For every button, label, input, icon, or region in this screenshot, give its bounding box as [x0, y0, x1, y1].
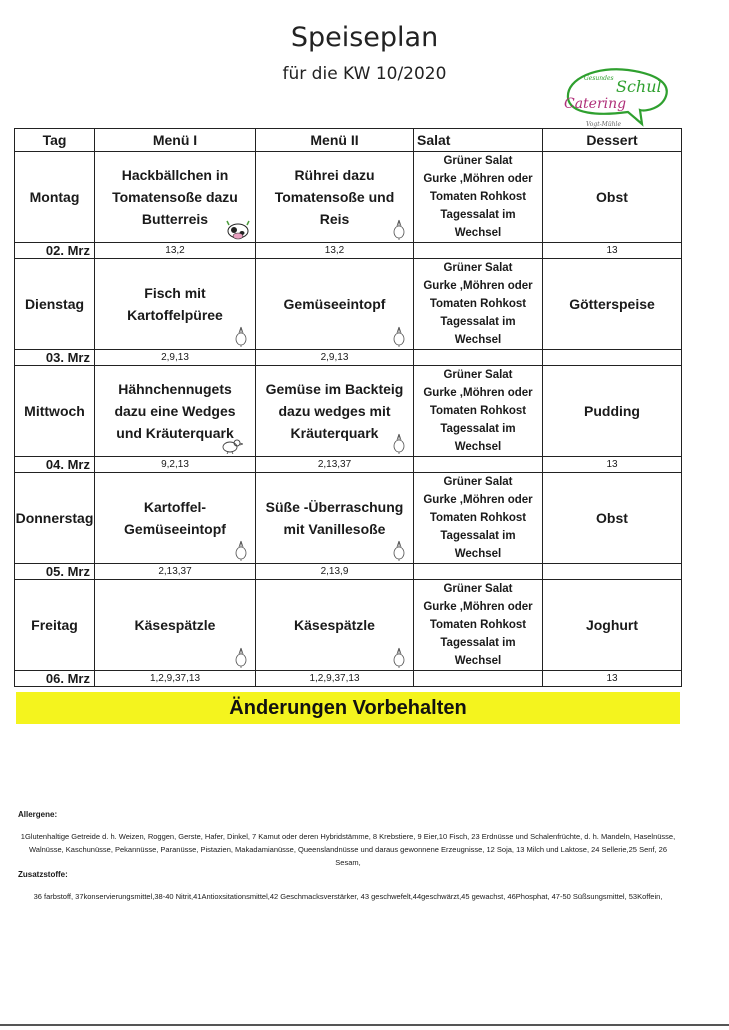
- menu2-allergen-codes: 2,13,37: [256, 457, 414, 473]
- salat-line: Wechsel: [454, 548, 502, 560]
- allergen-label: Allergene:: [18, 810, 58, 819]
- salat-cell: [414, 366, 543, 457]
- salat-line: Gurke ,Möhren oder: [423, 494, 533, 506]
- codes-row: [15, 671, 682, 687]
- salat-cell: [414, 152, 543, 243]
- menu2-line: Käsespätzle: [294, 617, 375, 633]
- salat-line: Wechsel: [454, 655, 502, 667]
- salat-line: Grüner Salat: [443, 476, 513, 488]
- salat-line: Grüner Salat: [443, 262, 513, 274]
- date-cell: 02. Mrz: [15, 243, 95, 259]
- menu1-line: Käsespätzle: [134, 617, 216, 633]
- radish-icon: [391, 218, 407, 240]
- menu1-line: Gemüseeintopf: [124, 521, 226, 537]
- menu1-cell: [95, 366, 256, 457]
- salat-allergen-codes: [414, 564, 543, 580]
- menu1-line: Butterreis: [141, 211, 209, 227]
- dessert-allergen-codes: 13: [543, 457, 682, 473]
- additives-label: Zusatzstoffe:: [18, 870, 68, 879]
- date-cell: 05. Mrz: [15, 564, 95, 580]
- logo-brand-text: Schul: [616, 77, 662, 96]
- menu2-cell: [256, 259, 414, 350]
- menu2-cell: [256, 473, 414, 564]
- menu-table: [14, 128, 682, 687]
- menu2-allergen-codes: 2,9,13: [256, 350, 414, 366]
- codes-row: [15, 564, 682, 580]
- dessert-cell: Pudding: [543, 366, 682, 457]
- menu1-line: dazu eine Wedges: [114, 403, 236, 419]
- menu1-allergen-codes: 9,2,13: [95, 457, 256, 473]
- day-cell: Donnerstag: [15, 473, 95, 564]
- menu2-cell: [256, 152, 414, 243]
- menu1-line: Tomatensoße dazu: [112, 189, 238, 205]
- header-dessert: Dessert: [543, 129, 682, 152]
- menu2-cell: [256, 366, 414, 457]
- menu1-cell: [95, 580, 256, 671]
- day-cell: Mittwoch: [15, 366, 95, 457]
- allergen-text: 1Glutenhaltige Getreide d. h. Weizen, Roggen, Gerste, Hafer, Dinkel, 7 Kamut oder deren Hybridstämme, 8 Krebstiere, 9 Eier,10 Fisch, 23 Erdnüsse und Schalenfrüchte, d. h. Mandeln, Haselnüsse, Walnüsse, Kaschunüsse, Pekannüsse, Paranüsse, Pistazien, Makadamianüsse, Queenslandnüsse und daraus gewonnene Erzeugnisse, 12 Soja, 13 Milch und Laktose, 24 Sellerie,25 Senf, 26 Sesam,: [20, 832, 676, 867]
- day-row: [15, 580, 682, 671]
- header-menu1: Menü I: [95, 129, 256, 152]
- menu2-allergen-codes: 13,2: [256, 243, 414, 259]
- salat-line: Tagessalat im: [440, 530, 516, 542]
- additives-text: 36 farbstoff, 37konservierungsmittel,38-40 Nitrit,41Antioxsitationsmittel,42 Geschmacksverstärker, 43 geschwefelt,44geschwärzt,45 gewachst, 46Phosphat, 47-50 Süßsungsmittel, 53Koffein,: [33, 892, 663, 901]
- salat-cell: [414, 259, 543, 350]
- salat-line: Tomaten Rohkost: [429, 512, 527, 524]
- header-day: Tag: [15, 129, 95, 152]
- menu2-line: Reis: [319, 211, 350, 227]
- menu1-cell: [95, 152, 256, 243]
- menu1-allergen-codes: 2,9,13: [95, 350, 256, 366]
- menu2-line: Tomatensoße und: [274, 189, 395, 205]
- menu2-line: Gemüseeintopf: [283, 296, 386, 312]
- salat-line: Gurke ,Möhren oder: [423, 173, 533, 185]
- dessert-cell: Götterspeise: [543, 259, 682, 350]
- date-cell: 04. Mrz: [15, 457, 95, 473]
- day-row: [15, 259, 682, 350]
- menu1-allergen-codes: 13,2: [95, 243, 256, 259]
- cow-icon: [225, 218, 251, 240]
- menu2-line: mit Vanillesoße: [283, 521, 386, 537]
- menu2-cell: [256, 580, 414, 671]
- salat-cell: [414, 580, 543, 671]
- salat-line: Wechsel: [454, 334, 502, 346]
- menu2-line: Gemüse im Backteig: [265, 381, 404, 397]
- menu1-line: Kartoffelpüree: [127, 307, 223, 323]
- salat-line: Tagessalat im: [440, 316, 516, 328]
- page-bottom-edge: [0, 1024, 729, 1026]
- menu2-line: dazu wedges mit: [278, 403, 391, 419]
- dessert-allergen-codes: [543, 564, 682, 580]
- salat-line: Grüner Salat: [443, 369, 513, 381]
- day-cell: Montag: [15, 152, 95, 243]
- salat-allergen-codes: [414, 671, 543, 687]
- salat-line: Gurke ,Möhren oder: [423, 387, 533, 399]
- day-cell: Dienstag: [15, 259, 95, 350]
- menu2-line: Kräuterquark: [290, 425, 379, 441]
- dessert-cell: Obst: [543, 152, 682, 243]
- radish-icon: [233, 646, 249, 668]
- salat-allergen-codes: [414, 243, 543, 259]
- header-menu2: Menü II: [256, 129, 414, 152]
- logo-top-text: Gesundes: [584, 75, 614, 82]
- dessert-allergen-codes: 13: [543, 671, 682, 687]
- salat-line: Tagessalat im: [440, 423, 516, 435]
- salat-line: Grüner Salat: [443, 155, 513, 167]
- salat-line: Tomaten Rohkost: [429, 619, 527, 631]
- day-row: [15, 366, 682, 457]
- salat-line: Gurke ,Möhren oder: [423, 280, 533, 292]
- codes-row: [15, 457, 682, 473]
- header-salat: Salat: [414, 129, 543, 152]
- menu1-line: Hackbällchen in: [121, 167, 229, 183]
- menu1-allergen-codes: 1,2,9,37,13: [95, 671, 256, 687]
- dessert-allergen-codes: 13: [543, 243, 682, 259]
- dessert-cell: Joghurt: [543, 580, 682, 671]
- salat-line: Tagessalat im: [440, 637, 516, 649]
- catering-logo: [558, 58, 676, 130]
- chicken-icon: [221, 438, 243, 454]
- logo-bottom-text: Vogt-Mühle: [586, 121, 622, 128]
- salat-line: Wechsel: [454, 441, 502, 453]
- salat-line: Tomaten Rohkost: [429, 191, 527, 203]
- salat-allergen-codes: [414, 350, 543, 366]
- salat-line: Tomaten Rohkost: [429, 405, 527, 417]
- menu1-cell: [95, 473, 256, 564]
- logo-script-text: Catering: [564, 96, 627, 112]
- salat-allergen-codes: [414, 457, 543, 473]
- menu2-allergen-codes: 1,2,9,37,13: [256, 671, 414, 687]
- day-cell: Freitag: [15, 580, 95, 671]
- codes-row: [15, 243, 682, 259]
- salat-line: Tagessalat im: [440, 209, 516, 221]
- changes-reserved-banner: Änderungen Vorbehalten: [16, 692, 680, 724]
- salat-cell: [414, 473, 543, 564]
- menu1-line: und Kräuterquark: [116, 425, 234, 441]
- date-cell: 03. Mrz: [15, 350, 95, 366]
- menu2-line: Süße -Überraschung: [265, 499, 404, 515]
- salat-line: Tomaten Rohkost: [429, 298, 527, 310]
- dessert-cell: Obst: [543, 473, 682, 564]
- menu1-allergen-codes: 2,13,37: [95, 564, 256, 580]
- radish-icon: [391, 325, 407, 347]
- salat-line: Grüner Salat: [443, 583, 513, 595]
- menu1-line: Fisch mit: [144, 285, 206, 301]
- page-subtitle: für die KW 10/2020: [282, 64, 447, 84]
- radish-icon: [391, 646, 407, 668]
- radish-icon: [391, 539, 407, 561]
- date-cell: 06. Mrz: [15, 671, 95, 687]
- menu2-allergen-codes: 2,13,9: [256, 564, 414, 580]
- dessert-allergen-codes: [543, 350, 682, 366]
- menu1-line: Kartoffel-: [143, 499, 207, 515]
- salat-line: Wechsel: [454, 227, 502, 239]
- menu2-line: Rührei dazu: [294, 167, 375, 183]
- day-row: [15, 473, 682, 564]
- fish-icon: [233, 325, 249, 347]
- menu1-cell: [95, 259, 256, 350]
- page-title: Speiseplan: [290, 22, 439, 53]
- radish-icon: [233, 539, 249, 561]
- radish-icon: [391, 432, 407, 454]
- codes-row: [15, 350, 682, 366]
- salat-line: Gurke ,Möhren oder: [423, 601, 533, 613]
- day-row: [15, 152, 682, 243]
- menu1-line: Hähnchennugets: [118, 381, 232, 397]
